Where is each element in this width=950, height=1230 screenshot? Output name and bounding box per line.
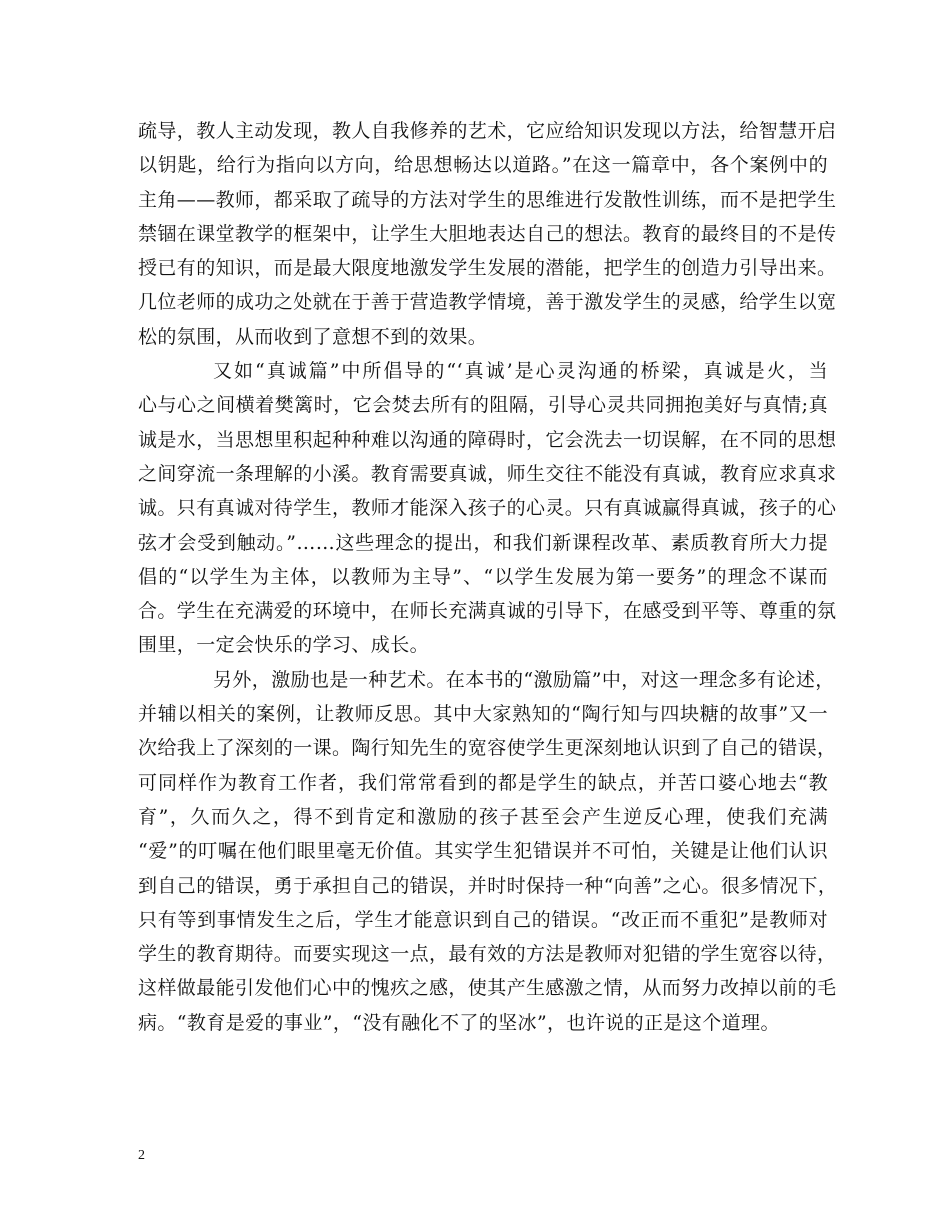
text-line: 病。“教育是爱的事业”，“没有融化不了的坚冰”，也许说的正是这个道理。 — [138, 1011, 780, 1034]
text-line: 几位老师的成功之处就在于善于营造教学情境，善于激发学生的灵感，给学生以宽 — [138, 291, 837, 314]
text-line: 围里，一定会快乐的学习、成长。 — [138, 634, 430, 657]
text-line: 疏导，教人主动发现，教人自我修养的艺术，它应给知识发现以方法，给智慧开启 — [138, 120, 837, 142]
text-line: 又如“真诚篇”中所倡导的“‘真诚’是心灵沟通的桥梁，真诚是火，当 — [213, 360, 828, 383]
text-line: 到自己的错误，勇于承担自己的错误，并时时保持一种“向善”之心。很多情况下， — [138, 874, 838, 897]
text-line: 倡的“以学生为主体，以教师为主导”、“以学生发展为第一要务”的理念不谋而 — [138, 565, 828, 588]
text-line: 诚是水，当思想里积起种种难以沟通的障碍时，它会洗去一切误解，在不同的思想 — [138, 428, 837, 451]
text-line: 只有等到事情发生之后，学生才能意识到自己的错误。“改正而不重犯”是教师对 — [138, 908, 828, 931]
paragraph-1 — [138, 114, 837, 354]
page-number: 2 — [138, 1148, 145, 1163]
text-line: 禁锢在课堂教学的框架中，让学生大胆地表达自己的想法。教育的最终目的不是传 — [138, 222, 837, 245]
text-line: 主角——教师，都采取了疏导的方法对学生的思维进行发散性训练，而不是把学生 — [138, 188, 837, 211]
text-line: 松的氛围，从而收到了意想不到的效果。 — [138, 325, 488, 348]
body-text — [138, 114, 838, 1040]
text-line: 次给我上了深刻的一课。陶行知先生的宽容使学生更深刻地认识到了自己的错误， — [138, 737, 837, 760]
text-line: 可同样作为教育工作者，我们常常看到的都是学生的缺点，并苦口婆心地去“教 — [138, 771, 828, 794]
text-line: 弦才会受到触动。”……这些理念的提出，和我们新课程改革、素质教育所大力提 — [138, 531, 828, 554]
text-line: 学生的教育期待。而要实现这一点，最有效的方法是教师对犯错的学生宽容以待， — [138, 943, 837, 966]
paragraph-3 — [138, 663, 838, 1040]
text-line: 以钥匙，给行为指向以方向，给思想畅达以道路。”在这一篇章中，各个案例中的 — [138, 154, 828, 177]
text-line: 之间穿流一条理解的小溪。教育需要真诚，师生交往不能没有真诚，教育应求真求 — [138, 462, 837, 485]
text-line: 合。学生在充满爱的环境中，在师长充满真诚的引导下，在感受到平等、尊重的氛 — [138, 600, 837, 623]
text-line: 授已有的知识，而是最大限度地激发学生发展的潜能，把学生的创造力引导出来。 — [138, 257, 837, 280]
text-line: “爱”的叮嘱在他们眼里毫无价值。其实学生犯错误并不可怕，关键是让他们认识 — [138, 840, 828, 863]
text-line: 并辅以相关的案例，让教师反思。其中大家熟知的“陶行知与四块糖的故事”又一 — [138, 703, 828, 726]
paragraph-2 — [138, 354, 837, 663]
text-line: 另外，激励也是一种艺术。在本书的“激励篇”中，对这一理念多有论述， — [213, 668, 835, 691]
text-line: 心与心之间横着樊篱时，它会焚去所有的阻隔，引导心灵共同拥抱美好与真情;真 — [138, 394, 828, 417]
text-line: 育”，久而久之，得不到肯定和激励的孩子甚至会产生逆反心理，使我们充满 — [138, 805, 828, 828]
text-line: 这样做最能引发他们心中的愧疚之感，使其产生感激之情，从而努力改掉以前的毛 — [138, 977, 837, 1000]
text-line: 诚。只有真诚对待学生，教师才能深入孩子的心灵。只有真诚赢得真诚，孩子的心 — [138, 497, 837, 520]
